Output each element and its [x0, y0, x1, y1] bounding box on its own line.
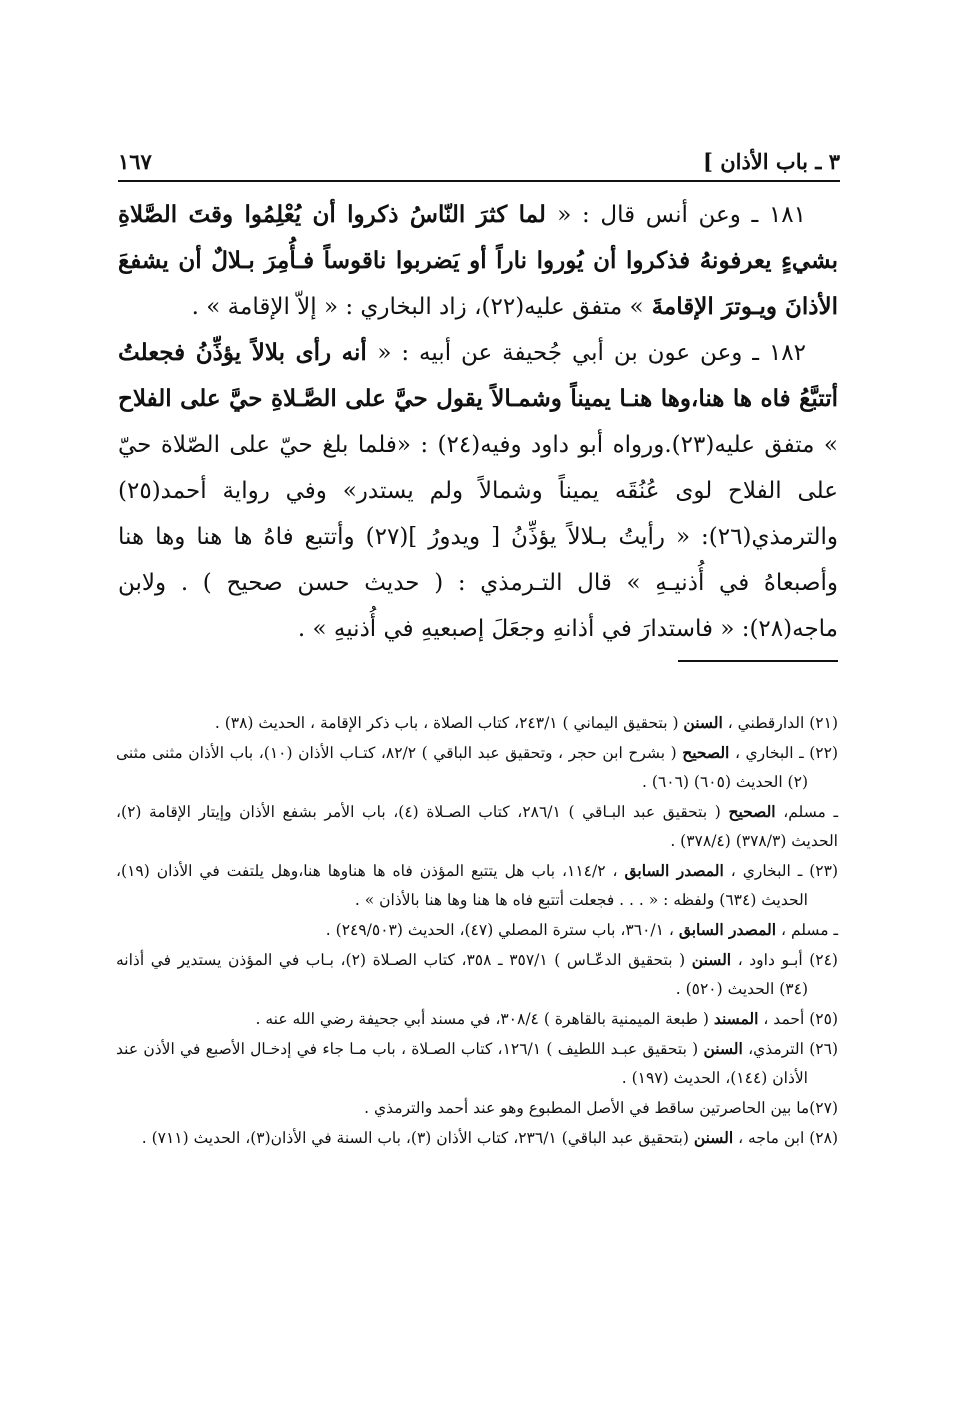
source-title: المصدر السابق — [678, 920, 777, 939]
source-title: السنن — [683, 713, 723, 732]
hadith-182-intro: ١٨٢ ـ وعن عون بن أبي جُحيفة عن أبيه : « — [377, 340, 806, 366]
hadith-182 — [118, 330, 838, 652]
source-title: المصدر السابق — [624, 861, 724, 880]
hadith-181-rest: » متفق عليه(٢٢)، زاد البخاري : « إلاّ الإقامة » . — [191, 294, 644, 320]
source-title: المسند — [713, 1009, 759, 1028]
page-number: ١٦٧ — [118, 149, 152, 174]
footnotes — [116, 708, 838, 1153]
source-title: الصحيح — [682, 743, 730, 762]
source-title: السنن — [703, 1039, 743, 1058]
source-title: السنن — [691, 950, 732, 969]
header-rule — [118, 180, 840, 182]
hadith-181-intro: ١٨١ ـ وعن أنس قال : « — [557, 202, 806, 228]
footnote-21: (٢١) الدارقطني ، السنن ( بتحقيق اليماني ) ٢٤٣/١، كتاب الصلاة ، باب ذكر الإقامة ، الحديث (٣٨) . — [214, 713, 838, 732]
footnote-25: (٢٥) أحمد ، المسند ( طبعة الميمنية بالقاهرة ) ٣٠٨/٤، في مسند أبي جحيفة رضي الله عنه . — [255, 1009, 838, 1028]
source-title: السنن — [693, 1128, 734, 1147]
hadith-181-quote: لما كثرَ النّاسُ ذكروا أن يُعْلِمُوا وقتَ الصَّلاةِ بشيءٍ يعرفونهُ فذكروا أن يُوروا ناراً أو يَضربوا ناقوساً فـأُمِرَ بـلالٌ أن يشفعَ الأذانَ ويـوترَ الإقامةَ — [118, 201, 838, 320]
footnote-22: (٢٢) ـ البخاري ، الصحيح ( بشرح ابن حجر ، وتحقيق عبد الباقي ) ٨٢/٢، كتـاب الأذان (١٠)، باب الأذان مثنى مثنى (٢) الحديث (٦٠٥) (٦٠٦) . — [116, 743, 839, 791]
running-header — [118, 140, 840, 174]
footnote-23-muslim: ـ مسلم ، المصدر السابق ، ٣٦٠/١، باب سترة المصلي (٤٧)، الحديث (٢٤٩/٥٠٣) . — [325, 920, 838, 939]
footnote-22-muslim: ـ مسلم، الصحيح ( بتحقيق عبد البـاقي ) ٢٨٦/١، كتاب الصـلاة (٤)، باب الأمر بشفع الأذان وإيتار الإقامة (٢)، الحديث (٣٧٨/٣) (٣٧٨/٤) . — [116, 802, 838, 850]
hadith-182-rest: » متفق عليه(٢٣).ورواه أبو داود وفيه(٢٤) : «فلما بلغ حيّ على الصّلاة حيّ على الفلاح لوى عُنُقَه يميناً وشمالاً ولم يستدر» وفي رواية أحمد(٢٥) والترمذي(٢٦): « رأيتُ بـلالاً يؤذِّنُ [ ويدورُ ](٢٧) وأتتبع فاهُ ها هنا وها هنا وأصبعاهُ في أُذنيـهِ » قال التـرمذي : ( حديث حسن صحيح ) . ولابن ماجه(٢٨): « فاستدارَ في أذانهِ وجعَلَ إصبعيهِ في أُذنيهِ » . — [118, 432, 839, 642]
hadith-181 — [118, 192, 838, 330]
hadith-body — [118, 192, 838, 652]
chapter-title: ٣ ـ باب الأذان ] — [702, 149, 840, 174]
footnote-28: (٢٨) ابن ماجه ، السنن (بتحقيق عبد الباقي) ٢٣٦/١، كتاب الأذان (٣)، باب السنة في الأذان(٣)، الحديث (٧١١) . — [141, 1128, 838, 1147]
footnote-24: (٢٤) أبـو داود ، السنن ( بتحقيق الدعّـاس ) ٣٥٧/١ ـ ٣٥٨، كتاب الصـلاة (٢)، بـاب في المؤذن يستدير في أذانه (٣٤) الحديث (٥٢٠) . — [116, 950, 838, 998]
footnote-26: (٢٦) الترمذي، السنن ( بتحقيق عبـد اللطيف ) ١٢٦/١، كتاب الصـلاة ، باب مـا جاء في إدخـال الأصبع في الأذن عند الأذان (١٤٤)، الحديث (١٩٧) . — [116, 1039, 838, 1087]
footnote-27: (٢٧)ما بين الحاصرتين ساقط في الأصل المطبوع وهو عند أحمد والترمذي . — [364, 1099, 838, 1117]
footnote-23: (٢٣) ـ البخاري ، المصدر السابق ، ١١٤/٢، باب هل يتتبع المؤذن فاه ها هناوها هنا،وهل يلتفت في الأذان (١٩)، الحديث (٦٣٤) ولفظه : « . . . فجعلت أتتبع فاه ها هنا وها هنا بالأذان » . — [116, 861, 838, 909]
hadith-182-quote: أنه رأى بلالاً يؤذِّنُ فجعلتُ أتتبَّعُ فاه ها هنا،وها هنـا يميناً وشمـالاً يقول حيَّ على الصَّـلاةِ حيَّ على الفلاح — [118, 339, 838, 412]
source-title: الصحيح — [728, 802, 776, 821]
footnote-separator — [678, 660, 838, 662]
